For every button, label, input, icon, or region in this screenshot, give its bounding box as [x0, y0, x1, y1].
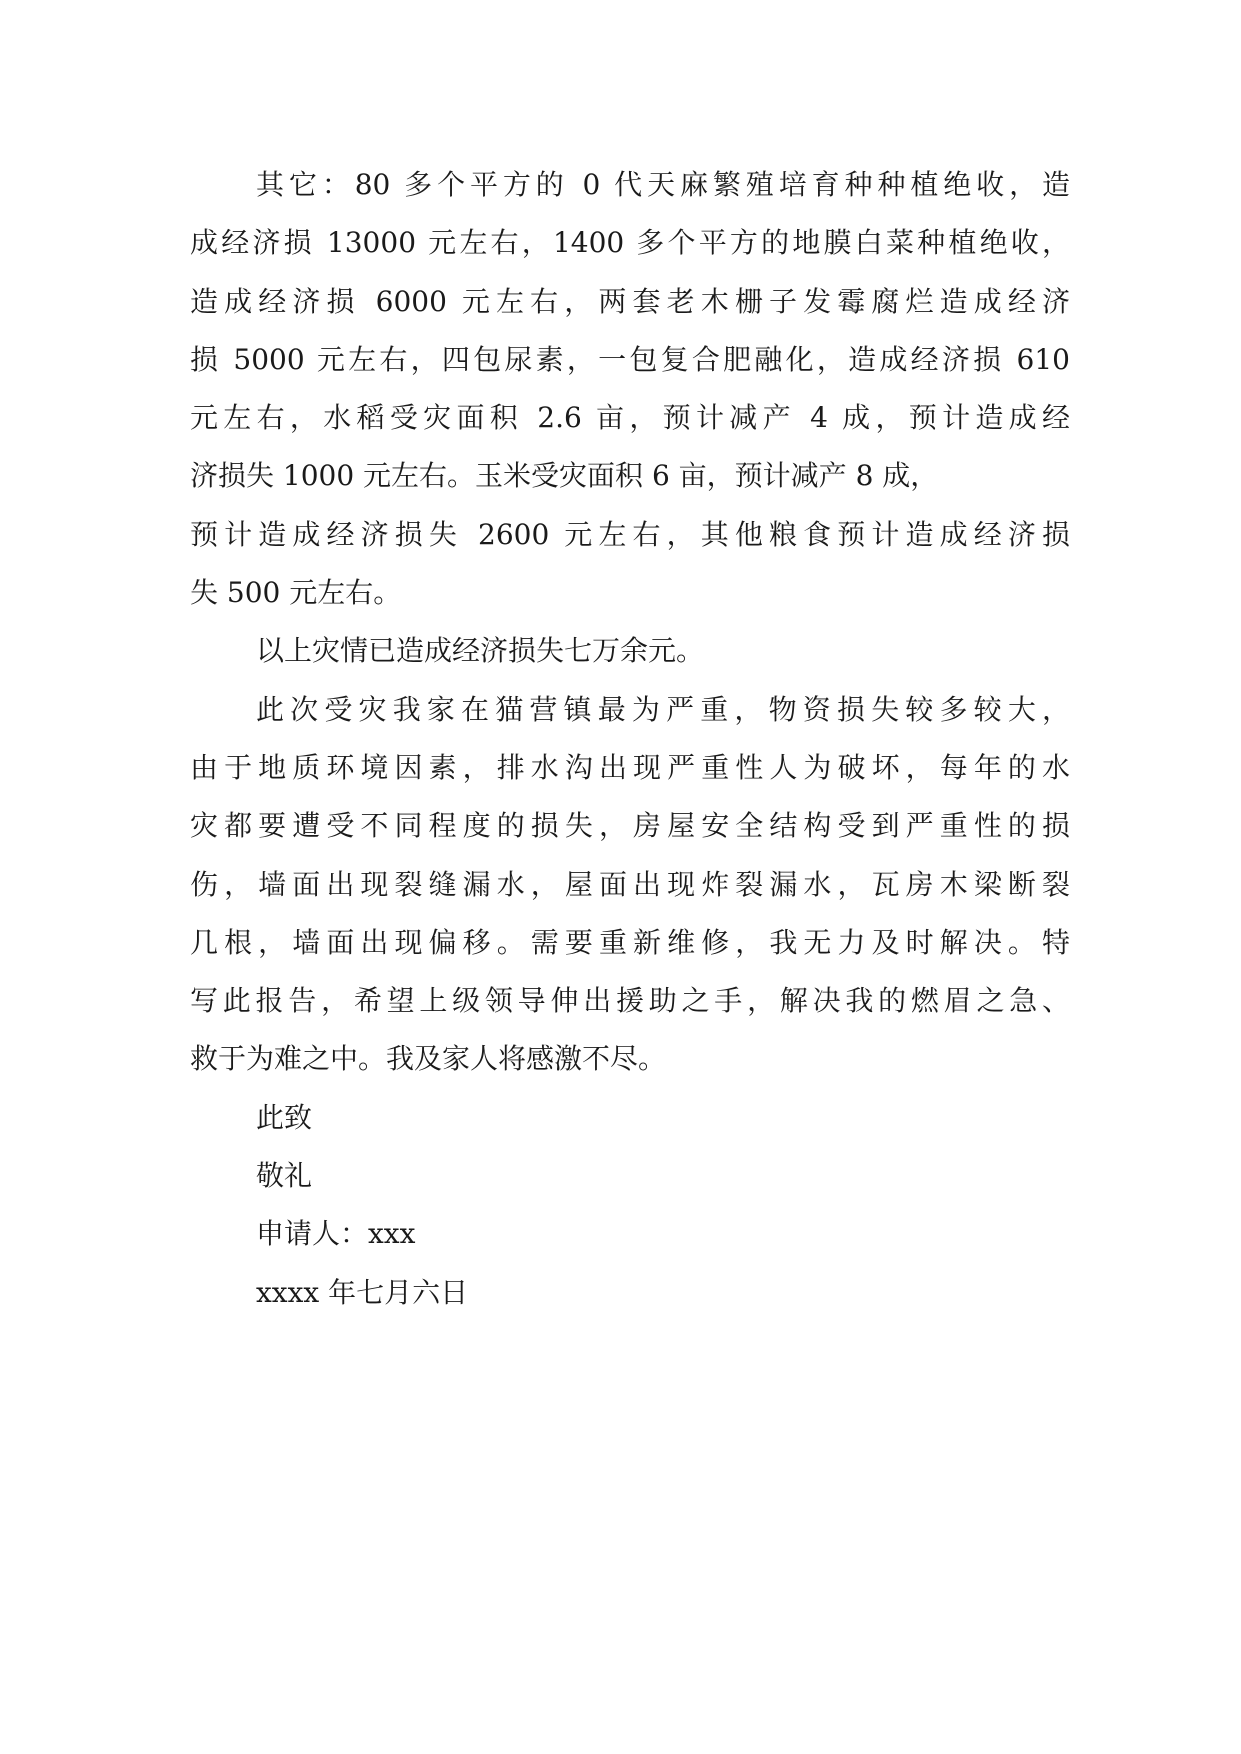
text-line: 造成经济损 6000 元左右，两套老木栅子发霉腐烂造成经济	[190, 284, 1070, 318]
text-line: 此次受灾我家在猫营镇最为严重，物资损失较多较大，	[256, 692, 1070, 726]
applicant-signature: 申请人：xxx	[256, 1217, 416, 1251]
regards: 敬礼	[256, 1159, 313, 1193]
text-line: 预计造成经济损失 2600 元左右，其他粮食预计造成经济损	[190, 517, 1070, 551]
text-line: 几根，墙面出现偏移。需要重新维修，我无力及时解决。特	[190, 925, 1070, 959]
text-line: 失 500 元左右。	[190, 576, 402, 610]
text-line: 损 5000 元左右，四包尿素，一包复合肥融化，造成经济损 610	[190, 342, 1070, 376]
text-line: 灾都要遭受不同程度的损失，房屋安全结构受到严重性的损	[190, 809, 1070, 843]
text-line: 其它：80 多个平方的 0 代天麻繁殖培育种种植绝收，造	[256, 168, 1070, 201]
text-line: 成经济损 13000 元左右，1400 多个平方的地膜白菜种植绝收，	[190, 226, 1070, 260]
text-line: 救于为难之中。我及家人将感激不尽。	[190, 1042, 667, 1076]
text-line: 由于地质环境因素，排水沟出现严重性人为破坏，每年的水	[190, 750, 1070, 784]
paragraph-losses-other	[190, 156, 1070, 622]
text-line: 伤，墙面出现裂缝漏水，屋面出现炸裂漏水，瓦房木梁断裂	[190, 867, 1070, 901]
text-line: 济损失 1000 元左右。玉米受灾面积 6 亩，预计减产 8 成，	[190, 459, 939, 493]
letter-body	[190, 156, 1070, 1322]
paragraph-request	[190, 681, 1070, 1089]
text-line: 元左右，水稻受灾面积 2.6 亩，预计减产 4 成，预计造成经	[190, 401, 1070, 435]
text-line: 以上灾情已造成经济损失七万余元。	[256, 634, 705, 668]
letter-date: xxxx 年七月六日	[256, 1275, 469, 1309]
text-line: 写此报告，希望上级领导伸出援助之手，解决我的燃眉之急、	[190, 984, 1070, 1018]
paragraph-total-loss	[190, 622, 1070, 680]
salutation: 此致	[256, 1100, 313, 1134]
letter-closing	[190, 1089, 1070, 1322]
